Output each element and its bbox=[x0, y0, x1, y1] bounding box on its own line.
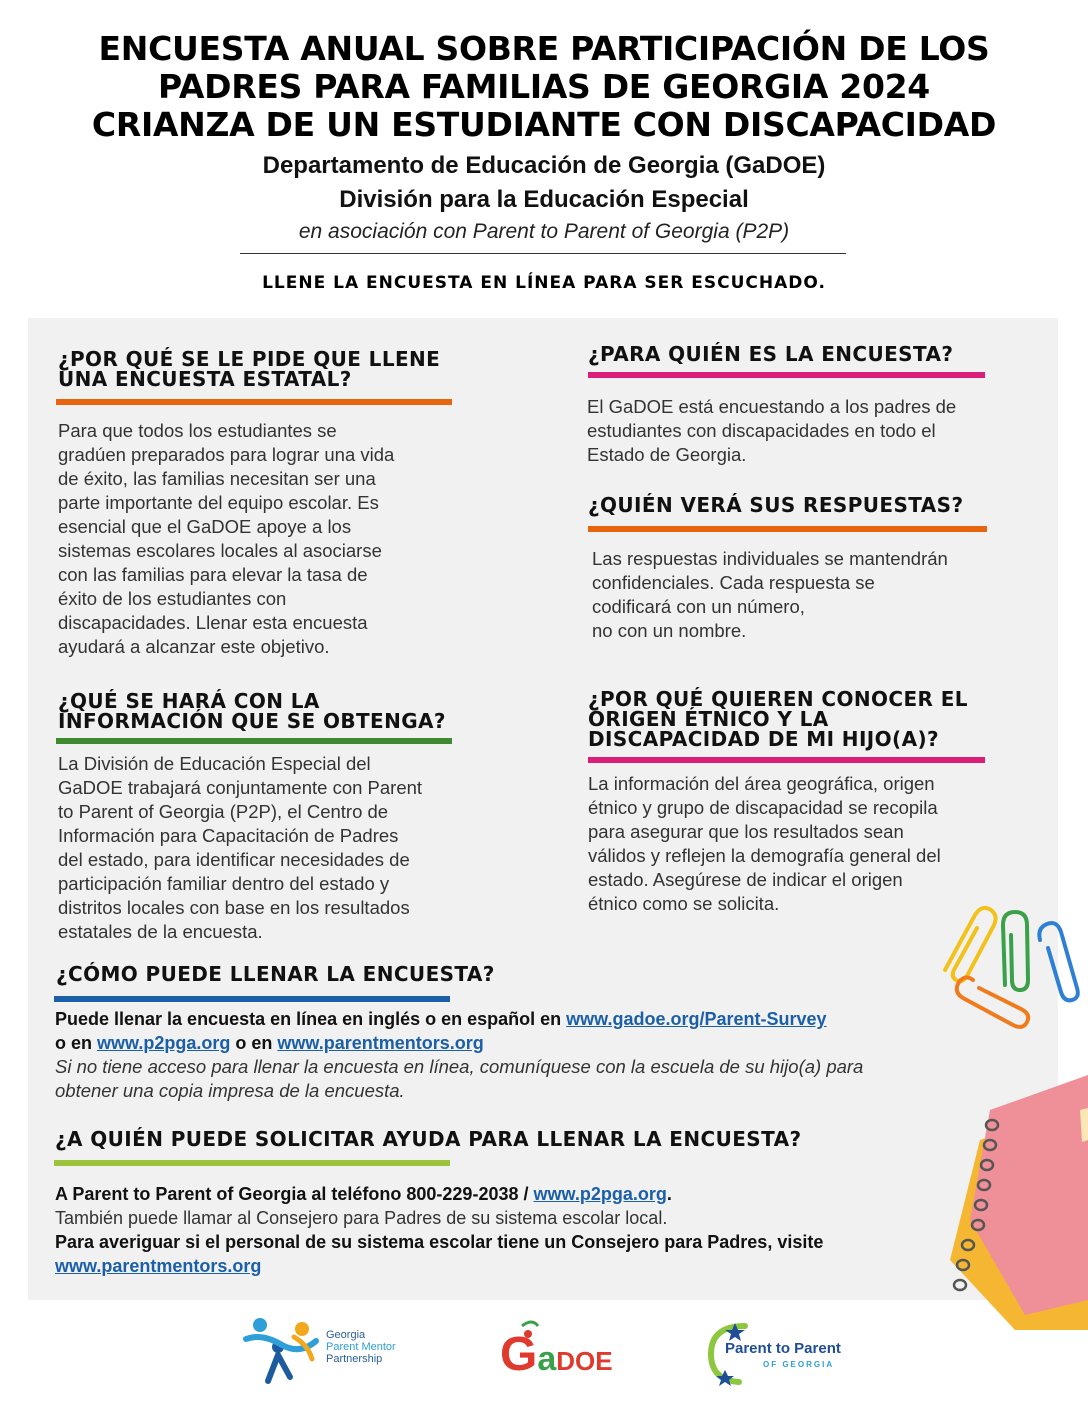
why-ethnic-line: estado. Asegúrese de indicar el origen bbox=[588, 869, 903, 890]
why-line: de éxito, las familias necesitan ser una bbox=[58, 468, 376, 489]
help-period: . bbox=[666, 1184, 672, 1204]
who-for-line: Estado de Georgia. bbox=[587, 444, 747, 465]
p2p-logo-subtitle: OF GEORGIA bbox=[763, 1360, 835, 1369]
why-ethnic-line: étnico como se solicita. bbox=[588, 893, 780, 914]
document-title bbox=[0, 30, 1088, 144]
help-line-4 bbox=[55, 1254, 955, 1278]
why-heading-line-2: UNA ENCUESTA ESTATAL? bbox=[58, 367, 352, 391]
how-fill-note-line: obtener una copia impresa de la encuesta. bbox=[55, 1080, 405, 1101]
help-phone-text: A Parent to Parent of Georgia al teléfono 800-229-2038 / bbox=[55, 1184, 534, 1204]
division-name: División para la Educación Especial bbox=[339, 186, 749, 213]
association-divider bbox=[240, 253, 846, 254]
how-fill-line-2 bbox=[55, 1031, 1015, 1055]
notebooks-illustration bbox=[930, 1070, 1088, 1330]
why-ethnic-rule bbox=[588, 757, 985, 763]
gadoe-logo bbox=[498, 1318, 638, 1384]
what-done-line: participación familiar dentro del estado y bbox=[58, 873, 390, 894]
what-done-rule bbox=[56, 738, 452, 744]
how-fill-or: o en bbox=[55, 1033, 98, 1053]
who-for-line: El GaDOE está encuestando a los padres de bbox=[587, 396, 957, 417]
what-done-line: estatales de la encuesta. bbox=[58, 921, 263, 942]
gadoe-a: a bbox=[537, 1340, 557, 1378]
paperclip-orange bbox=[957, 977, 1028, 1026]
title-line-3: CRIANZA DE UN ESTUDIANTE CON DISCAPACIDAD bbox=[91, 105, 997, 144]
title-line-2: PADRES PARA FAMILIAS DE GEORGIA 2024 bbox=[158, 67, 930, 106]
what-done-line: to Parent of Georgia (P2P), el Centro de bbox=[58, 801, 389, 822]
why-heading-line-1: ¿POR QUÉ SE LE PIDE QUE LLENE bbox=[58, 347, 441, 371]
why-rule bbox=[56, 399, 452, 405]
why-ethnic-line: La información del área geográfica, origen bbox=[588, 773, 935, 794]
help-heading: ¿A QUIÉN PUEDE SOLICITAR AYUDA PARA LLENAR LA ENCUESTA? bbox=[55, 1127, 802, 1151]
who-sees-rule bbox=[588, 526, 987, 532]
why-ethnic-line: étnico y grupo de discapacidad se recopila bbox=[588, 797, 938, 818]
help-parentmentors-link[interactable]: www.parentmentors.org bbox=[55, 1256, 262, 1276]
help-p2pga-link[interactable]: www.p2pga.org bbox=[533, 1184, 667, 1204]
why-line: ayudará a alcanzar este objetivo. bbox=[58, 636, 330, 657]
who-sees-line: codificará con un número, bbox=[592, 596, 805, 617]
how-fill-line-1 bbox=[55, 1007, 1015, 1031]
why-line: gradúen preparados para lograr una vida bbox=[58, 444, 395, 465]
who-for-rule bbox=[588, 372, 985, 378]
p2p-logo bbox=[705, 1320, 865, 1388]
paperclip-green bbox=[1003, 912, 1028, 990]
why-ethnic-line: válidos y reflejen la demografía general del bbox=[588, 845, 941, 866]
who-sees-line: Las respuestas individuales se mantendrán bbox=[592, 548, 948, 569]
paperclip-blue bbox=[1039, 923, 1078, 1000]
title-line-1: ENCUESTA ANUAL SOBRE PARTICIPACIÓN DE LOS bbox=[98, 29, 990, 68]
who-sees-heading: ¿QUIÉN VERÁ SUS RESPUESTAS? bbox=[588, 493, 964, 517]
gpmp-figures-icon bbox=[242, 1315, 322, 1387]
call-to-action: LLENE LA ENCUESTA EN LÍNEA PARA SER ESCUCHADO. bbox=[262, 273, 826, 293]
why-body bbox=[58, 419, 478, 659]
help-line-3: Para averiguar si el personal de su sistema escolar tiene un Consejero para Padres, visite bbox=[55, 1232, 824, 1252]
who-for-heading: ¿PARA QUIÉN ES LA ENCUESTA? bbox=[588, 342, 954, 366]
why-ethnic-heading-line-1: ¿POR QUÉ QUIEREN CONOCER EL bbox=[588, 687, 968, 711]
why-heading bbox=[58, 349, 498, 389]
who-for-line: estudiantes con discapacidades en todo el bbox=[587, 420, 936, 441]
why-line: esencial que el GaDOE apoye a los bbox=[58, 516, 352, 537]
how-fill-rule bbox=[54, 996, 450, 1002]
who-for-body bbox=[587, 395, 1037, 467]
how-fill-heading: ¿CÓMO PUEDE LLENAR LA ENCUESTA? bbox=[56, 962, 495, 986]
gpmp-line: Georgia bbox=[326, 1329, 366, 1341]
why-line: Para que todos los estudiantes se bbox=[58, 420, 337, 441]
department-name: Departamento de Educación de Georgia (GaDOE) bbox=[262, 152, 826, 179]
why-ethnic-heading-line-2: ORIGEN ÉTNICO Y LA bbox=[588, 707, 829, 731]
what-done-line: GaDOE trabajará conjuntamente con Parent bbox=[58, 777, 423, 798]
what-done-line: del estado, para identificar necesidades de bbox=[58, 849, 410, 870]
why-ethnic-line: para asegurar que los resultados sean bbox=[588, 821, 904, 842]
why-line: con las familias para elevar la tasa de bbox=[58, 564, 368, 585]
why-ethnic-heading bbox=[588, 689, 1038, 749]
how-fill-or-2: o en bbox=[230, 1033, 278, 1053]
gpmp-line: Parent Mentor bbox=[326, 1341, 396, 1353]
paperclips-illustration bbox=[935, 900, 1085, 1035]
p2p-logo-title: Parent to Parent bbox=[725, 1340, 841, 1357]
gpmp-logo bbox=[242, 1315, 422, 1387]
who-sees-line: confidenciales. Cada respuesta se bbox=[592, 572, 875, 593]
what-done-heading-line-2: INFORMACIÓN QUE SE OBTENGA? bbox=[58, 709, 446, 733]
how-fill-note-line: Si no tiene acceso para llenar la encuesta en línea, comuníquese con la escuela de su hijo(a) para bbox=[55, 1056, 864, 1077]
gadoe-survey-link[interactable]: www.gadoe.org/Parent-Survey bbox=[566, 1009, 827, 1029]
parentmentors-link[interactable]: www.parentmentors.org bbox=[277, 1033, 484, 1053]
help-rule bbox=[54, 1160, 450, 1166]
what-done-heading bbox=[58, 691, 518, 731]
why-ethnic-heading-line-3: DISCAPACIDAD DE MI HIJO(A)? bbox=[588, 727, 939, 751]
who-sees-body bbox=[592, 547, 1042, 643]
what-done-heading-line-1: ¿QUÉ SE HARÁ CON LA bbox=[58, 689, 320, 713]
association-line: en asociación con Parent to Parent of Georgia (P2P) bbox=[298, 220, 790, 243]
what-done-line: distritos locales con base en los resultados bbox=[58, 897, 410, 918]
gpmp-logo-text bbox=[326, 1329, 396, 1365]
what-done-body bbox=[58, 752, 508, 944]
gadoe-g: G bbox=[500, 1328, 538, 1381]
how-fill-text: Puede llenar la encuesta en línea en inglés o en español en bbox=[55, 1009, 567, 1029]
why-ethnic-body bbox=[588, 772, 1028, 916]
why-line: sistemas escolares locales al asociarse bbox=[58, 540, 382, 561]
why-line: éxito de los estudiantes con bbox=[58, 588, 287, 609]
gadoe-doe: DOE bbox=[556, 1346, 613, 1376]
why-line: discapacidades. Llenar esta encuesta bbox=[58, 612, 368, 633]
gadoe-logo-text bbox=[500, 1330, 613, 1386]
help-line-1 bbox=[55, 1182, 955, 1206]
gpmp-line: Partnership bbox=[326, 1353, 383, 1365]
what-done-line: Información para Capacitación de Padres bbox=[58, 825, 399, 846]
how-fill-note bbox=[55, 1055, 1015, 1103]
what-done-line: La División de Educación Especial del bbox=[58, 753, 371, 774]
why-line: parte importante del equipo escolar. Es bbox=[58, 492, 379, 513]
paperclip-yellow bbox=[945, 908, 996, 981]
help-line-2: También puede llamar al Consejero para Padres de su sistema escolar local. bbox=[55, 1208, 668, 1228]
p2pga-link[interactable]: www.p2pga.org bbox=[97, 1033, 231, 1053]
who-sees-line: no con un nombre. bbox=[592, 620, 747, 641]
